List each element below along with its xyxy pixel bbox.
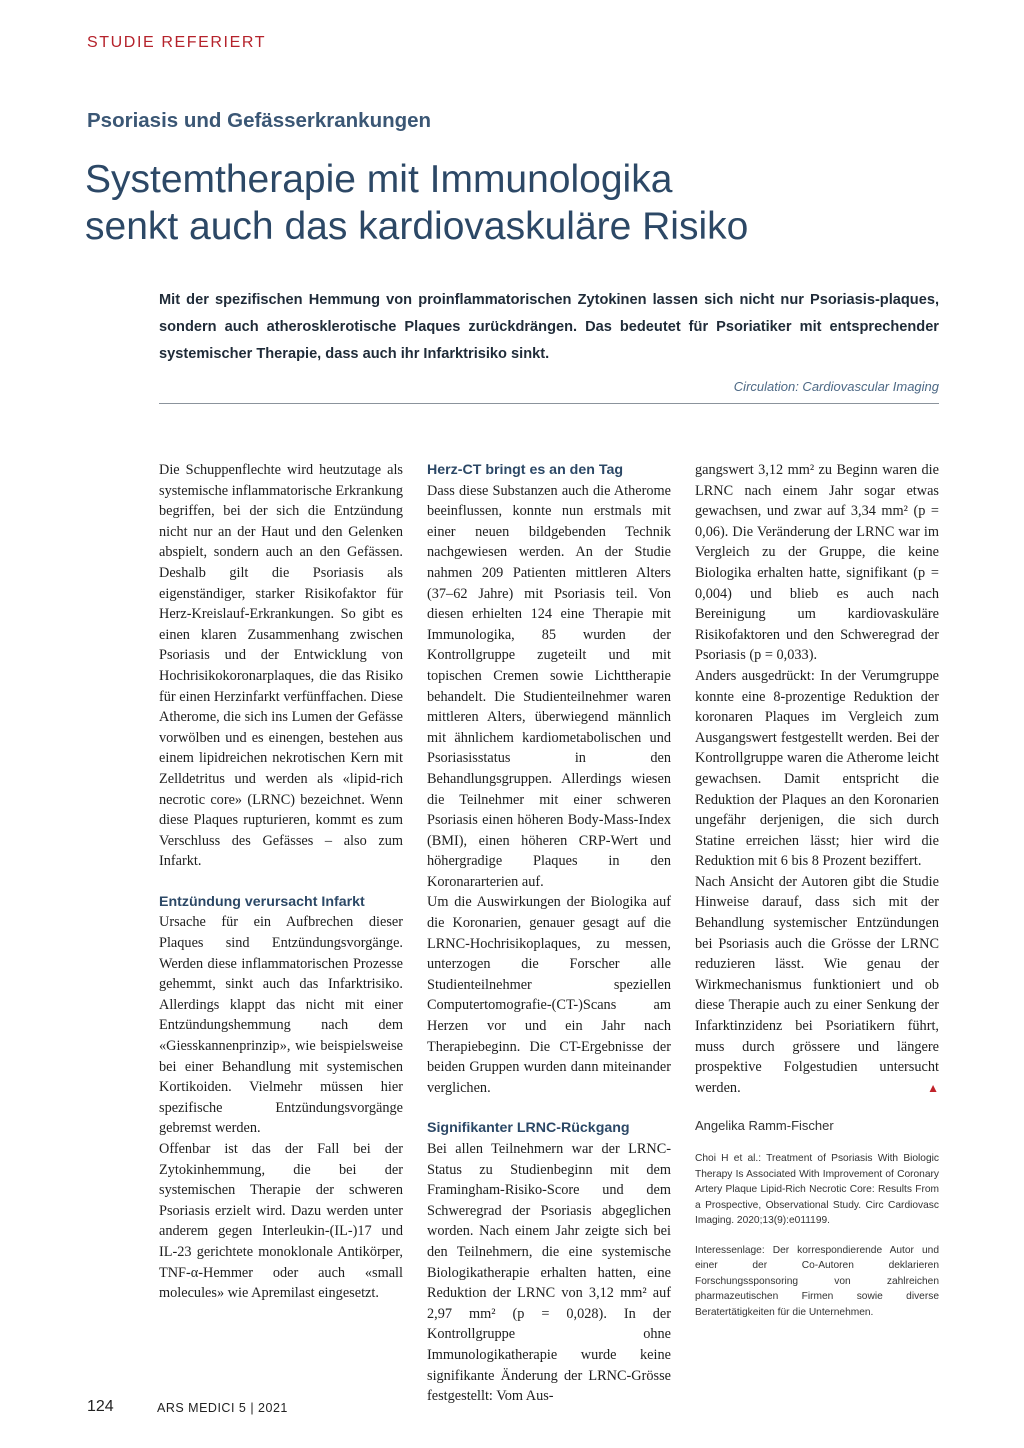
paragraph-text: Nach Ansicht der Autoren gibt die Studie Hinweise darauf, dass sich mit der Behandlung systemischer Entzündungen bei Psoriasis auch die Grösse der LRNC reduzieren lässt. Wie genau der Wirkmechanismus funktioniert und ob diese Therapie auch zu einer Senkung der Infarktinzidenz bei Psoriatikern führt, muss durch grössere und längere prospektive Folgestudien untersucht werden. [695,873,939,1096]
end-of-article-triangle-icon: ▲ [927,1080,939,1095]
text-column-2 [427,460,671,1407]
paragraph: Ursache für ein Aufbrechen dieser Plaques sind Entzündungsvorgänge. Werden diese inflammatorischen Prozesse gehemmt, sinkt auch das Infarktrisiko. Allerdings klappt das nicht mit einer Entzündungshemmung nach dem «Giesskannenprinzip», wie beispielsweise bei einer Behandlung mit systemischen Kortikoiden. Vielmehr müssen hier spezifische Entzündungsvorgänge gebremst werden. [159,914,403,1137]
article-headline [85,156,945,250]
text-column-3 [695,460,939,1320]
paragraph: gangswert 3,12 mm² zu Beginn waren die LRNC nach einem Jahr sogar etwas gewachsen, und zwar auf 3,34 mm² (p = 0,06). Die Veränderung der LRNC war im Vergleich zu der Gruppe, die keine Biologika erhalten hatte, signifikant (p = 0,004) und blieb es auch nach Bereinigung um kardiovaskuläre Risikofaktoren und den Schweregrad der Psoriasis (p = 0,033). [695,462,939,664]
lead-divider [159,403,939,404]
article-lead: Mit der spezifischen Hemmung von proinflammatorischen Zytokinen lassen sich nicht nur Psoriasis-plaques, sondern auch atherosklerotische Plaques zurückdrängen. Das bedeutet für Psoriatiker mit entsprechender systemischer Therapie, dass auch ihr Infarktrisiko sinkt. [159,292,939,362]
author-name: Angelika Ramm-Fischer [695,1118,834,1134]
article-rubric: Psoriasis und Gefässerkrankungen [87,109,432,132]
paragraph: Offenbar ist das der Fall bei der Zytokinhemmung, die bei der systemischen Therapie der schweren Psoriasis erzielt wird. Dazu werden unter anderem gegen Interleukin-(IL-)17 und IL-23 gerichtete monoklonale Antikörper, TNF-α-Hemmer oder auch «small molecules» wie Apremilast eingesetzt. [159,1141,403,1302]
subheading: Signifikanter LRNC-Rückgang [427,1120,630,1137]
paragraph: Dass diese Substanzen auch die Atherome beeinflussen, konnte nun erstmals mit einer neuen bildgebenden Technik nachgewiesen werden. An der Studie nahmen 209 Patienten mittleren Alters (37–62 Jahre) mit Psoriasis teil. Von diesen erhielten 124 eine Therapie mit Immunologika, 85 wurden der Kontrollgruppe zugeteilt und mit topischen Cremen sowie Lichttherapie behandelt. Die Studienteilnehmer waren mittleren Alters, überwiegend männlich mit ähnlichem kardiometabolischen und Psoriasisstatus in den Behandlungsgruppen. Allerdings wiesen die Teilnehmer mit einer schweren Psoriasis einen höheren Body-Mass-Index (BMI), einen höheren CRP-Wert und höhergradige Plaques in den Koronararterien auf. [427,482,671,890]
subheading: Entzündung verursacht Infarkt [159,893,365,910]
headline-line-1: Systemtherapie mit Immunologika [85,158,673,201]
publication-info: ARS MEDICI 5 | 2021 [157,1401,288,1415]
paragraph [695,872,939,1099]
paragraph: Bei allen Teilnehmern war der LRNC-Status zu Studienbeginn mit dem Framingham-Risiko-Score und dem Schweregrad der Psoriasis abgeglichen worden. Nach einem Jahr zeigte sich bei den Teilnehmern, die eine systemische Biologikatherapie erhalten hatten, eine Reduktion der LRNC von 3,12 mm² auf 2,97 mm² (p = 0,028). In der Kontrollgruppe ohne Immunologikatherapie wurde keine signifikante Änderung der LRNC-Grösse festgestellt: Vom Aus- [427,1141,671,1405]
paragraph: Die Schuppenflechte wird heutzutage als systemische inflammatorische Erkrankung begriffen, bei der sich die Entzündung nicht nur an der Haut und den Gelenken abspielt, sondern auch an den Gefässen. Deshalb gilt die Psoriasis als eigenständiger, starker Risikofaktor für Herz-Kreislauf-Erkrankungen. So gibt es einen klaren Zusammenhang zwischen Psoriasis und der Entwicklung von Hochrisikokoronarplaques, die das Risiko für einen Herzinfarkt verfünffachen. Diese Atherome, die sich ins Lumen der Gefässe vorwölben und es einengen, bestehen aus einem lipidreichen nekrotischen Kern mit Zelldetritus und werden als «lipid-rich necrotic core» (LRNC) bezeichnet. Wenn diese Plaques rupturieren, kommt es zum Verschluss des Gefässes – also zum Infarkt. [159,462,403,870]
section-kicker: STUDIE REFERIERT [87,34,267,51]
paragraph: Um die Auswirkungen der Biologika auf die Koronarien, genauer gesagt auf die LRNC-Hochrisikoplaques, zu messen, unterzogen die Forscher alle Studienteilnehmer speziellen Computertomografie-(CT-)Scans am Herzen vor und ein Jahr nach Therapiebeginn. Die CT-Ergebnisse der beiden Gruppen wurden dann miteinander verglichen. [427,894,671,1096]
reference: Choi H et al.: Treatment of Psoriasis With Biologic Therapy Is Associated With Improvement of Coronary Artery Plaque Lipid-Rich Necrotic Core: Results From a Prospective, Observational Study. Circ Cardiovasc Imaging. 2020;13(9):e011199. [695,1153,939,1226]
paragraph: Anders ausgedrückt: In der Verumgruppe konnte eine 8-prozentige Reduktion der koronaren Plaques im Vergleich zum Ausgangswert festgestellt werden. Bei der Kontrollgruppe waren die Atherome leicht gewachsen. Damit entspricht die Reduktion der Plaques an den Koronarien ungefähr derjenigen, die sich durch Statine erreichen lässt; hier wird die Reduktion mit 6 bis 8 Prozent beziffert. [695,667,939,870]
subheading: Herz-CT bringt es an den Tag [427,462,624,478]
conflict-of-interest: Interessenlage: Der korrespondierende Autor und einer der Co-Autoren deklarieren Forschungssponsoring von zahlreichen pharmazeutischen Firmen sowie diverse Beratertätigkeiten für die Unternehmen. [695,1244,939,1318]
text-column-1 [159,460,403,1304]
page-number: 124 [87,1398,114,1415]
headline-line-2: senkt auch das kardiovaskuläre Risiko [85,205,749,248]
source-journal: Circulation: Cardiovascular Imaging [733,379,939,394]
